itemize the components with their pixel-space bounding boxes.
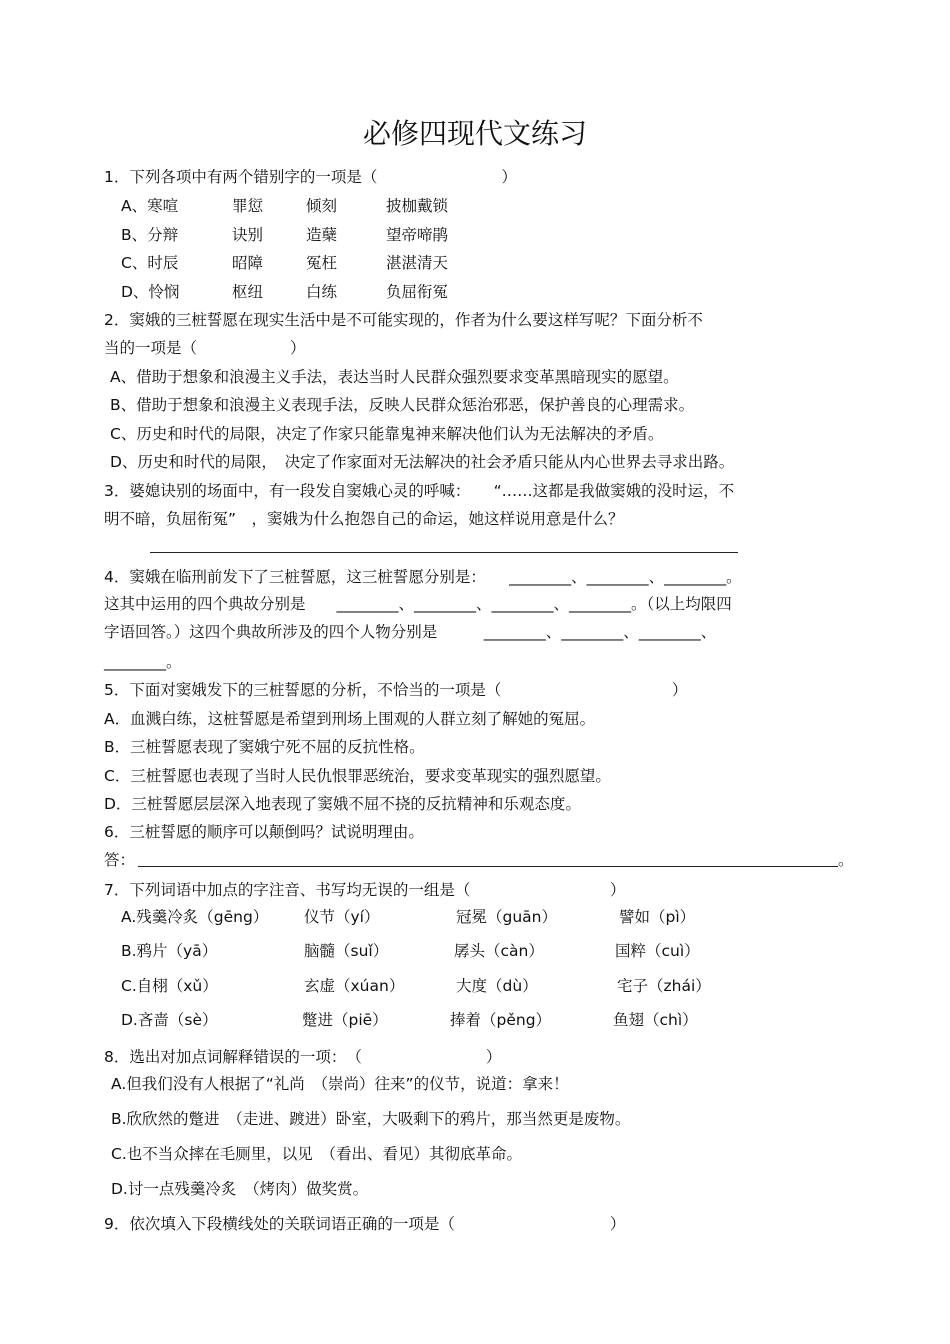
q6-end-mark: 。 [838, 851, 854, 869]
q7-option-c-word3: 大度（dù） [456, 977, 538, 995]
q7-option-d-word2: 蹩进（piē） [302, 1011, 388, 1029]
q1-option-d-word1: D、怜悯 [121, 283, 180, 301]
q7-option-d-word3: 捧着（pěng） [450, 1011, 552, 1029]
q4-line3: 字语回答。）这四个典故所涉及的四个人物分别是 ________、________、________、 [104, 623, 717, 641]
q3-line2: 明不暗，负屈衔冤” ，窦娥为什么抱怨自己的命运，她这样说用意是什么？ [104, 510, 624, 528]
q7-option-a-word2: 仪节（yí） [304, 908, 380, 926]
q7-option-b-word1: B.鸦片（yā） [121, 942, 218, 960]
q4-line4: ________。 [104, 653, 182, 671]
q7-option-b-word3: 孱头（càn） [454, 942, 544, 960]
q1-option-c-word2: 昭障 [232, 254, 264, 272]
q2-option-b: B、借助于想象和浪漫主义表现手法，反映人民群众惩治邪恶，保护善良的心理需求。 [110, 396, 695, 414]
q1-option-c-word4: 湛湛清天 [386, 254, 449, 272]
q1-option-b-word3: 造蘖 [306, 226, 338, 244]
q8-option-b: B.欣欣然的蹩进 （走进、踱进）卧室，大吸剩下的鸦片，那当然更是废物。 [111, 1110, 631, 1128]
q7-option-b-word4: 国粹（cuì） [615, 942, 700, 960]
q1-option-d-word4: 负屈衔冤 [386, 283, 449, 301]
q3-answer-line[interactable] [150, 552, 738, 553]
q1-option-c-word3: 冤枉 [306, 254, 338, 272]
q1-option-d-word2: 枢纽 [232, 283, 264, 301]
q7-option-c-word4: 宅子（zhái） [617, 977, 711, 995]
q6-answer-line[interactable] [138, 866, 838, 867]
page-title: 必修四现代文练习 [362, 117, 587, 150]
q7-stem: 7．下列词语中加点的字注音、书写均无误的一组是（ ） [104, 881, 626, 899]
q5-option-a: A．血溅白练，这桩誓愿是希望到刑场上围观的人群立刻了解她的冤屈。 [104, 710, 596, 728]
q5-option-c: C．三桩誓愿也表现了当时人民仇恨罪恶统治，要求变革现实的强烈愿望。 [104, 767, 611, 785]
q2-stem-line1: 2．窦娥的三桩誓愿在现实生活中是不可能实现的，作者为什么要这样写呢？下面分析不 [104, 311, 703, 329]
q8-option-a: A.但我们没有人根据了“礼尚 （崇尚）往来”的仪节，说道：拿来！ [111, 1075, 569, 1093]
q6-answer-label: 答： [104, 851, 136, 869]
q9-stem: 9．依次填入下段横线处的关联词语正确的一项是（ ） [104, 1215, 626, 1233]
q7-option-d-word4: 鱼翅（chì） [613, 1011, 698, 1029]
q7-option-d-word1: D.吝啬（sè） [121, 1011, 218, 1029]
q1-option-a-word1: A、寒喧 [121, 197, 179, 215]
q5-option-b: B．三桩誓愿表现了窦娥宁死不屈的反抗性格。 [104, 738, 425, 756]
q7-option-b-word2: 脑髓（suǐ） [304, 942, 389, 960]
q5-option-d: D．三桩誓愿层层深入地表现了窦娥不屈不挠的反抗精神和乐观态度。 [104, 795, 581, 813]
q4-line1: 4．窦娥在临刑前发下了三桩誓愿，这三桩誓愿分别是： ________、________、________。 [104, 568, 742, 586]
q5-stem: 5．下面对窦娥发下的三桩誓愿的分析，不恰当的一项是（ ） [104, 681, 688, 699]
q1-option-b-word2: 诀别 [232, 226, 264, 244]
q7-option-a-word1: A.残羹冷炙（gēng） [121, 908, 269, 926]
q7-option-a-word3: 冠冕（guān） [456, 908, 557, 926]
q8-option-d: D.讨一点残羹冷炙 （烤肉）做奖赏。 [111, 1180, 369, 1198]
q4-line2: 这其中运用的四个典故分别是 ________、________、________、________。（以上均限四 [104, 595, 732, 613]
q2-stem-line2: 当的一项是（ ） [104, 339, 306, 357]
q2-option-d: D、历史和时代的局限， 决定了作家面对无法解决的社会矛盾只能从内心世界去寻求出路。 [110, 453, 735, 471]
q1-stem: 1．下列各项中有两个错别字的一项是（ ） [104, 168, 517, 186]
q8-option-c: C.也不当众摔在毛厕里，以见 （看出、看见）其彻底革命。 [111, 1145, 523, 1163]
q7-option-a-word4: 譬如（pì） [619, 908, 696, 926]
q1-option-b-word4: 望帝啼鹃 [386, 226, 449, 244]
q1-option-d-word3: 白练 [306, 283, 338, 301]
q8-stem: 8．选出对加点词解释错误的一项： （ ） [104, 1048, 502, 1066]
q1-option-a-word4: 披枷戴锁 [386, 197, 449, 215]
q1-option-a-word2: 罪愆 [232, 197, 264, 215]
q1-option-a-word3: 倾刻 [306, 197, 338, 215]
q1-option-c-word1: C、时辰 [121, 254, 179, 272]
q2-option-c: C、历史和时代的局限，决定了作家只能靠鬼神来解决他们认为无法解决的矛盾。 [110, 425, 664, 443]
q1-option-b-word1: B、分辩 [121, 226, 179, 244]
q7-option-c-word1: C.自栩（xǔ） [121, 977, 218, 995]
q7-option-c-word2: 玄虚（xúan） [304, 977, 405, 995]
q3-line1: 3．婆媳诀别的场面中，有一段发自窦娥心灵的呼喊： “……这都是我做窦娥的没时运，不 [104, 482, 735, 500]
q2-option-a: A、借助于想象和浪漫主义手法，表达当时人民群众强烈要求变革黑暗现实的愿望。 [110, 368, 679, 386]
q6-stem: 6．三桩誓愿的顺序可以颠倒吗？试说明理由。 [104, 823, 424, 841]
